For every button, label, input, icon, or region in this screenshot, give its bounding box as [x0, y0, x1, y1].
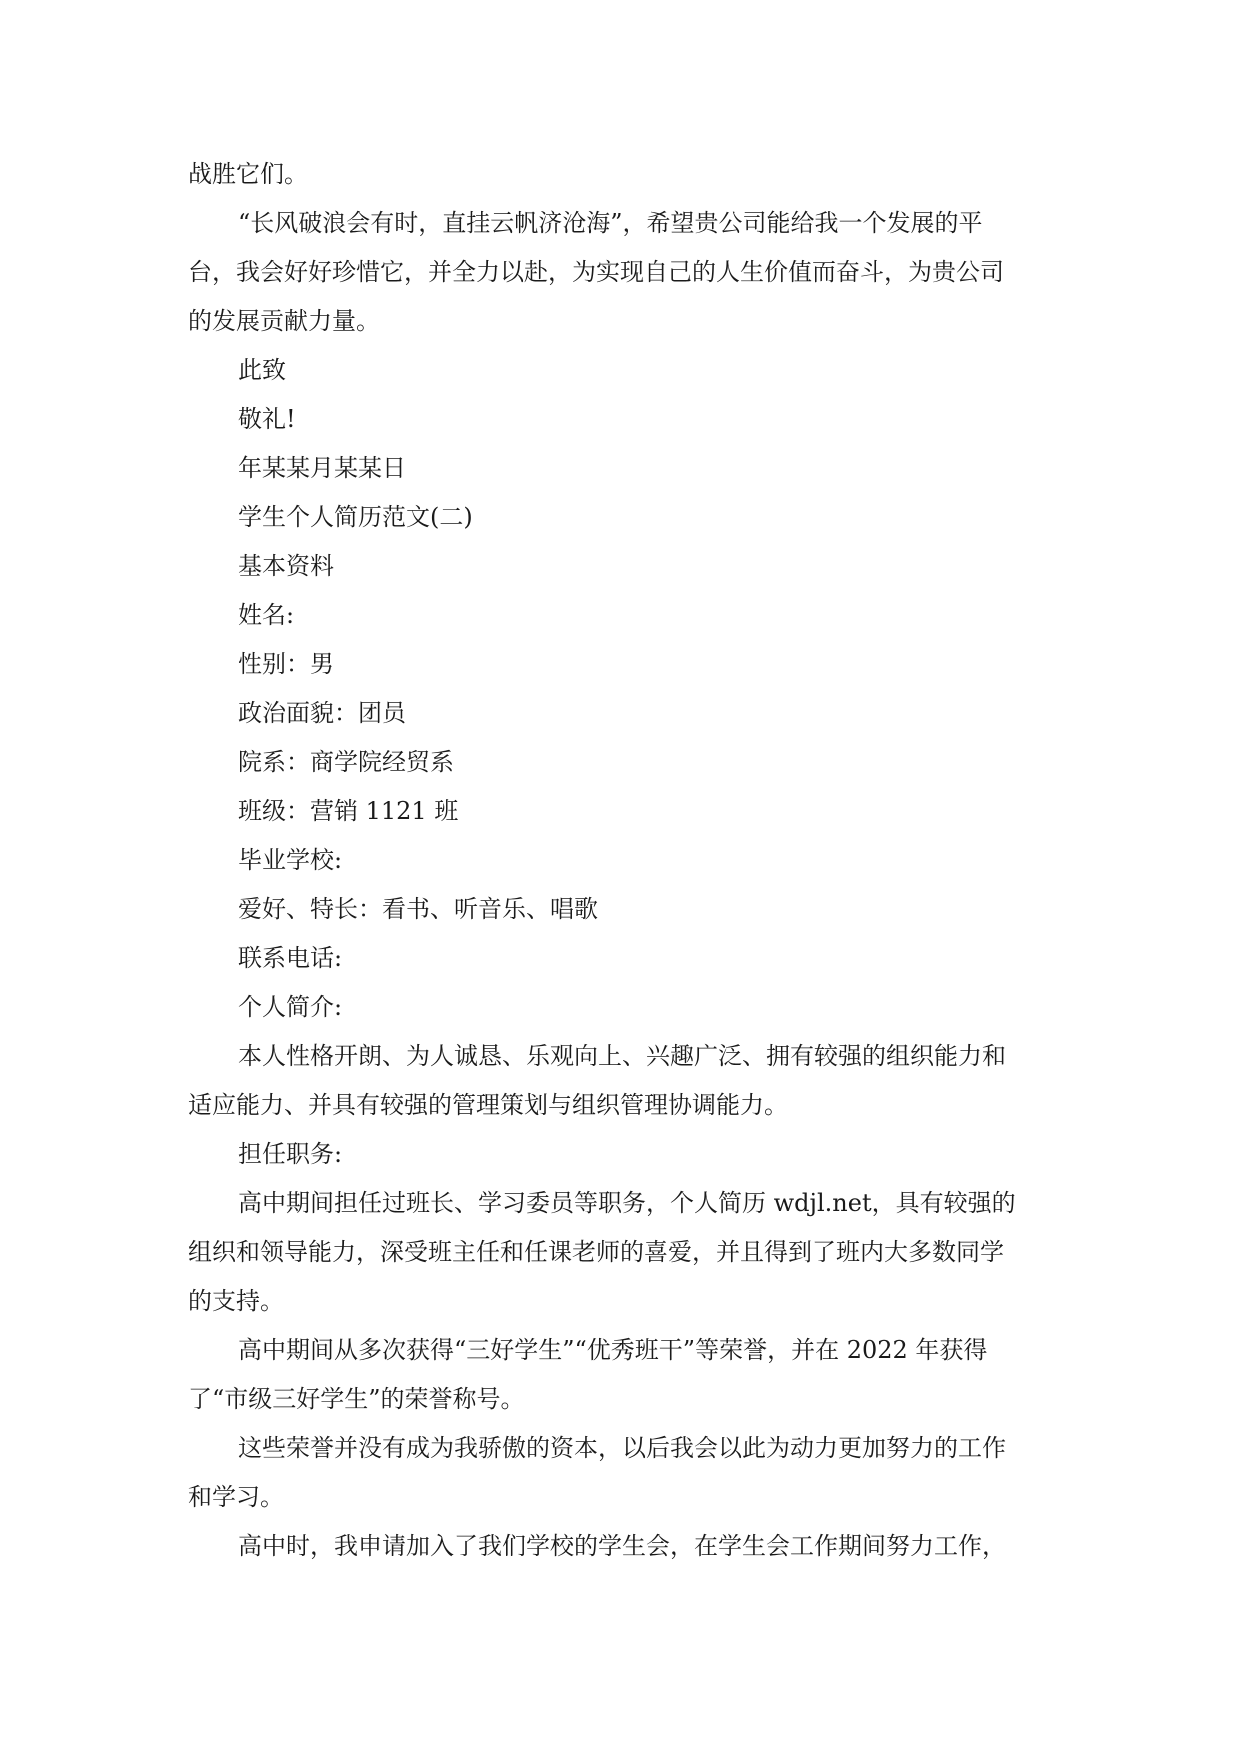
- closing-regards: 敬礼!: [238, 405, 296, 433]
- field-phone: 联系电话:: [238, 944, 343, 972]
- section-title: 学生个人简历范文(二): [238, 503, 473, 531]
- field-gender: 性别：男: [238, 650, 334, 678]
- closing-salutation: 此致: [238, 356, 286, 384]
- text-line: 高中期间担任过班长、学习委员等职务，个人简历 wdjl.net，具有较强的: [238, 1189, 1016, 1217]
- field-department: 院系：商学院经贸系: [238, 748, 454, 776]
- text-line: “长风破浪会有时，直挂云帆济沧海”，希望贵公司能给我一个发展的平: [238, 209, 983, 237]
- text-line: 台，我会好好珍惜它，并全力以赴，为实现自己的人生价值而奋斗，为贵公司: [188, 258, 1004, 286]
- text-line: 组织和领导能力，深受班主任和任课老师的喜爱，并且得到了班内大多数同学: [188, 1238, 1004, 1266]
- text-line: 战胜它们。: [188, 160, 308, 188]
- field-hobbies: 爱好、特长：看书、听音乐、唱歌: [238, 895, 598, 923]
- letter-date: 年某某月某某日: [238, 454, 406, 482]
- text-line: 高中时，我申请加入了我们学校的学生会，在学生会工作期间努力工作，: [238, 1532, 1006, 1560]
- field-name: 姓名:: [238, 601, 295, 629]
- field-political-status: 政治面貌：团员: [238, 699, 406, 727]
- text-line: 的支持。: [188, 1287, 284, 1315]
- field-class: 班级：营销 1121 班: [238, 797, 459, 825]
- section-heading: 基本资料: [238, 552, 334, 580]
- text-line: 这些荣誉并没有成为我骄傲的资本，以后我会以此为动力更加努力的工作: [238, 1434, 1006, 1462]
- section-heading: 个人简介:: [238, 993, 343, 1021]
- text-line: 了“市级三好学生”的荣誉称号。: [188, 1385, 525, 1413]
- text-line: 和学习。: [188, 1483, 284, 1511]
- section-heading: 担任职务:: [238, 1140, 343, 1168]
- text-line: 本人性格开朗、为人诚恳、乐观向上、兴趣广泛、拥有较强的组织能力和: [238, 1042, 1006, 1070]
- text-line: 适应能力、并具有较强的管理策划与组织管理协调能力。: [188, 1091, 788, 1119]
- text-line: 的发展贡献力量。: [188, 307, 380, 335]
- text-line: 高中期间从多次获得“三好学生”“优秀班干”等荣誉，并在 2022 年获得: [238, 1336, 988, 1364]
- field-school: 毕业学校:: [238, 846, 343, 874]
- document-page: [188, 150, 1064, 1571]
